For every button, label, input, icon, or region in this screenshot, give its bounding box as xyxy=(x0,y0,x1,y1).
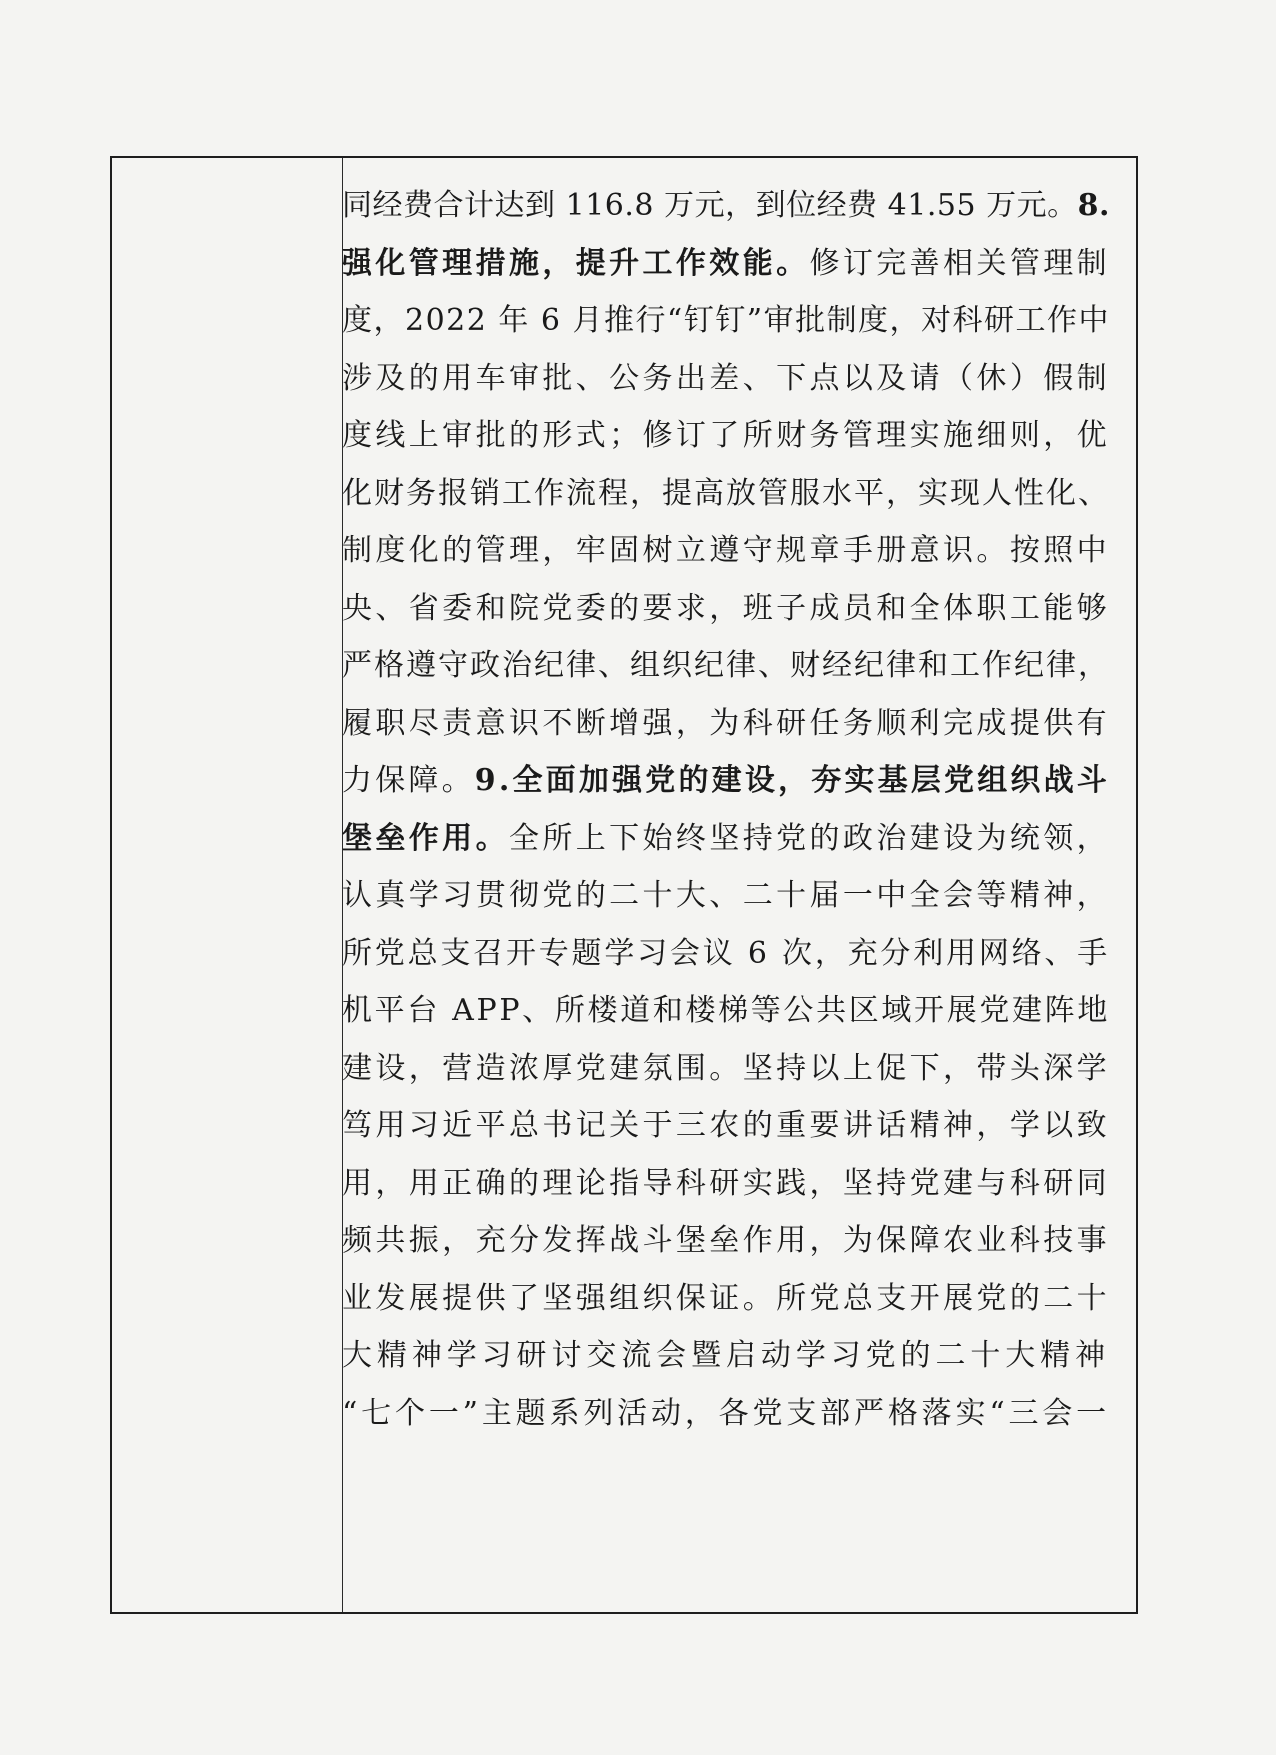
body-text-line xyxy=(342,1107,1110,1145)
body-text-line xyxy=(342,187,1110,225)
body-text: 认真学习贯彻党的二十大、二十届一中全会等精神， xyxy=(342,878,1110,913)
body-text-line xyxy=(342,1222,1110,1260)
body-text-line xyxy=(342,1050,1110,1088)
body-text: 大精神学习研讨交流会暨启动学习党的二十大精神 xyxy=(342,1338,1110,1373)
table-frame xyxy=(110,156,1138,1614)
body-text-line xyxy=(342,1280,1110,1318)
body-text-line xyxy=(342,417,1110,455)
body-text: 业发展提供了坚强组织保证。所党总支开展党的二十 xyxy=(342,1280,1110,1316)
body-text: 严格遵守政治纪律、组织纪律、财经纪律和工作纪律， xyxy=(342,648,1110,683)
body-text: 修订完善相关管理制 xyxy=(809,245,1111,281)
body-text-line xyxy=(342,877,1110,915)
body-text: 同经费合计达到 116.8 万元，到位经费 41.55 万元。 xyxy=(342,188,1078,223)
body-text-line xyxy=(342,360,1110,398)
body-text: 全所上下始终坚持党的政治建设为统领， xyxy=(508,820,1111,856)
body-text-line xyxy=(342,1395,1110,1433)
body-text-line xyxy=(342,762,1110,800)
body-text-line xyxy=(342,1337,1110,1375)
body-text: 用，用正确的理论指导科研实践，坚持党建与科研同 xyxy=(342,1165,1110,1201)
body-text: 度线上审批的形式；修订了所财务管理实施细则，优 xyxy=(342,418,1110,453)
body-text-line xyxy=(342,302,1110,340)
body-text-line xyxy=(342,1165,1110,1203)
body-text-line xyxy=(342,705,1110,743)
table-left-cell xyxy=(112,158,343,1612)
body-text: 化财务报销工作流程，提高放管服水平，实现人性化、 xyxy=(342,475,1110,511)
bold-heading-text: 强化管理措施，提升工作效能。 xyxy=(342,245,810,281)
body-text-line xyxy=(342,245,1110,283)
body-text: 所党总支召开专题学习会议 6 次，充分利用网络、手 xyxy=(342,935,1110,971)
body-text-line xyxy=(342,992,1110,1030)
body-text: 建设，营造浓厚党建氛围。坚持以上促下，带头深学 xyxy=(342,1050,1110,1086)
body-text-line xyxy=(342,820,1110,858)
body-text-line xyxy=(342,532,1110,570)
bold-heading-text: 堡垒作用。 xyxy=(342,820,509,856)
body-text: 央、省委和院党委的要求，班子成员和全体职工能够 xyxy=(342,590,1110,626)
body-text-line xyxy=(342,475,1110,513)
bold-heading-text: 8. xyxy=(1077,188,1110,223)
body-text: 履职尽责意识不断增强，为科研任务顺利完成提供有 xyxy=(342,705,1110,741)
body-text: “七个一”主题系列活动，各党支部严格落实“三会一 xyxy=(342,1395,1110,1431)
body-text-line xyxy=(342,647,1110,685)
body-text: 涉及的用车审批、公务出差、下点以及请（休）假制 xyxy=(342,360,1110,396)
body-text: 度，2022 年 6 月推行“钉钉”审批制度，对科研工作中 xyxy=(342,303,1110,338)
table-right-cell xyxy=(343,158,1136,1612)
bold-heading-text: 9.全面加强党的建设，夯实基层党组织战斗 xyxy=(474,763,1110,798)
body-text-line xyxy=(342,590,1110,628)
body-text: 笃用习近平总书记关于三农的重要讲话精神，学以致 xyxy=(342,1108,1110,1143)
body-text: 频共振，充分发挥战斗堡垒作用，为保障农业科技事 xyxy=(342,1223,1110,1258)
body-text: 力保障。 xyxy=(342,763,475,798)
body-text: 机平台 APP、所楼道和楼梯等公共区域开展党建阵地 xyxy=(342,993,1110,1028)
body-text-line xyxy=(342,935,1110,973)
body-text: 制度化的管理，牢固树立遵守规章手册意识。按照中 xyxy=(342,533,1110,568)
